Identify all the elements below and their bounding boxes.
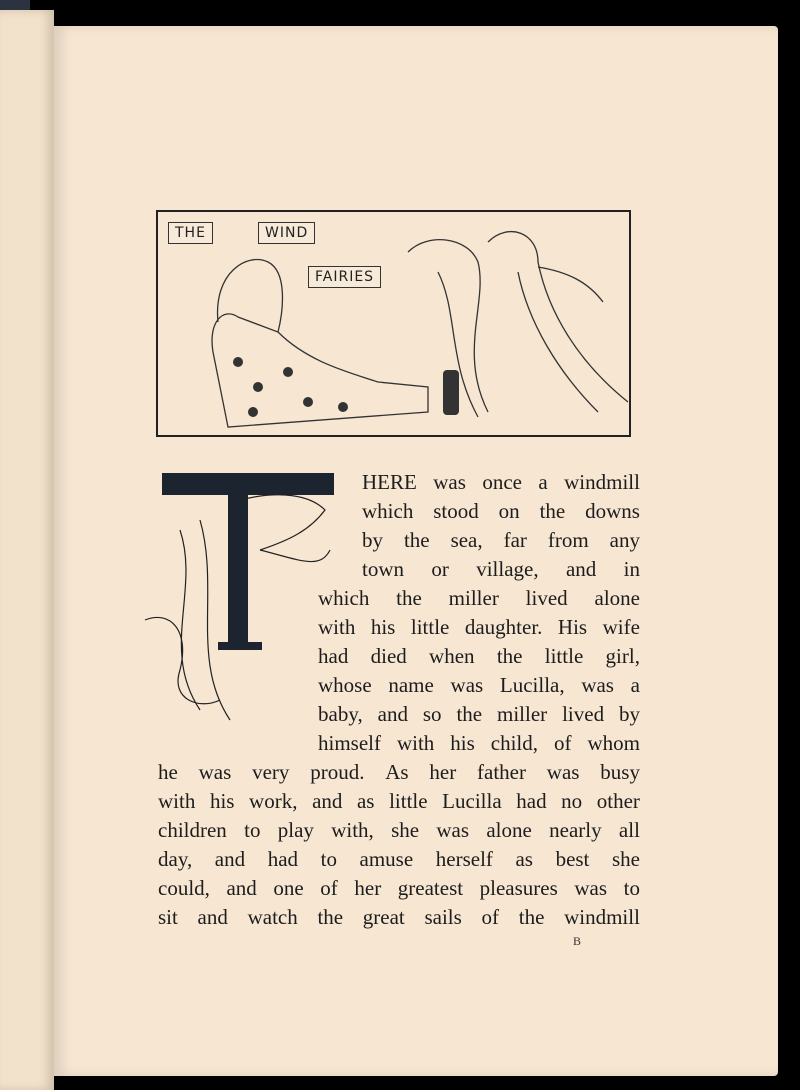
header-illustration (156, 210, 631, 437)
signature-mark: B (573, 934, 582, 948)
text-line: baby, and so the miller lived by (318, 702, 640, 726)
text-line: HERE was once a windmill (362, 470, 640, 494)
text-line: which stood on the downs (362, 499, 640, 523)
left-page-edge (0, 10, 54, 1090)
text-line: whose name was Lucilla, was a (318, 673, 640, 697)
text-line: with his work, and as little Lucilla had no other (158, 789, 640, 813)
text-line: had died when the little girl, (318, 644, 640, 668)
text-line: which the miller lived alone (318, 586, 640, 610)
banner-the: THE (168, 222, 213, 244)
text-line: town or village, and in (362, 557, 640, 581)
text-line: by the sea, far from any (362, 528, 640, 552)
text-line: he was very proud. As her father was busy (158, 760, 640, 784)
text-line: could, and one of her greatest pleasures was to (158, 876, 640, 900)
text-line: children to play with, she was alone nearly all (158, 818, 640, 842)
text-line: himself with his child, of whom (318, 731, 640, 755)
banner-fairies: FAIRIES (308, 266, 381, 288)
drop-cap-illustration (140, 470, 340, 725)
fairies-drawing (158, 212, 629, 435)
text-line: with his little daughter. His wife (318, 615, 640, 639)
text-line: sit and watch the great sails of the windmill (158, 905, 640, 929)
text-line: day, and had to amuse herself as best she (158, 847, 640, 871)
banner-wind: WIND (258, 222, 315, 244)
